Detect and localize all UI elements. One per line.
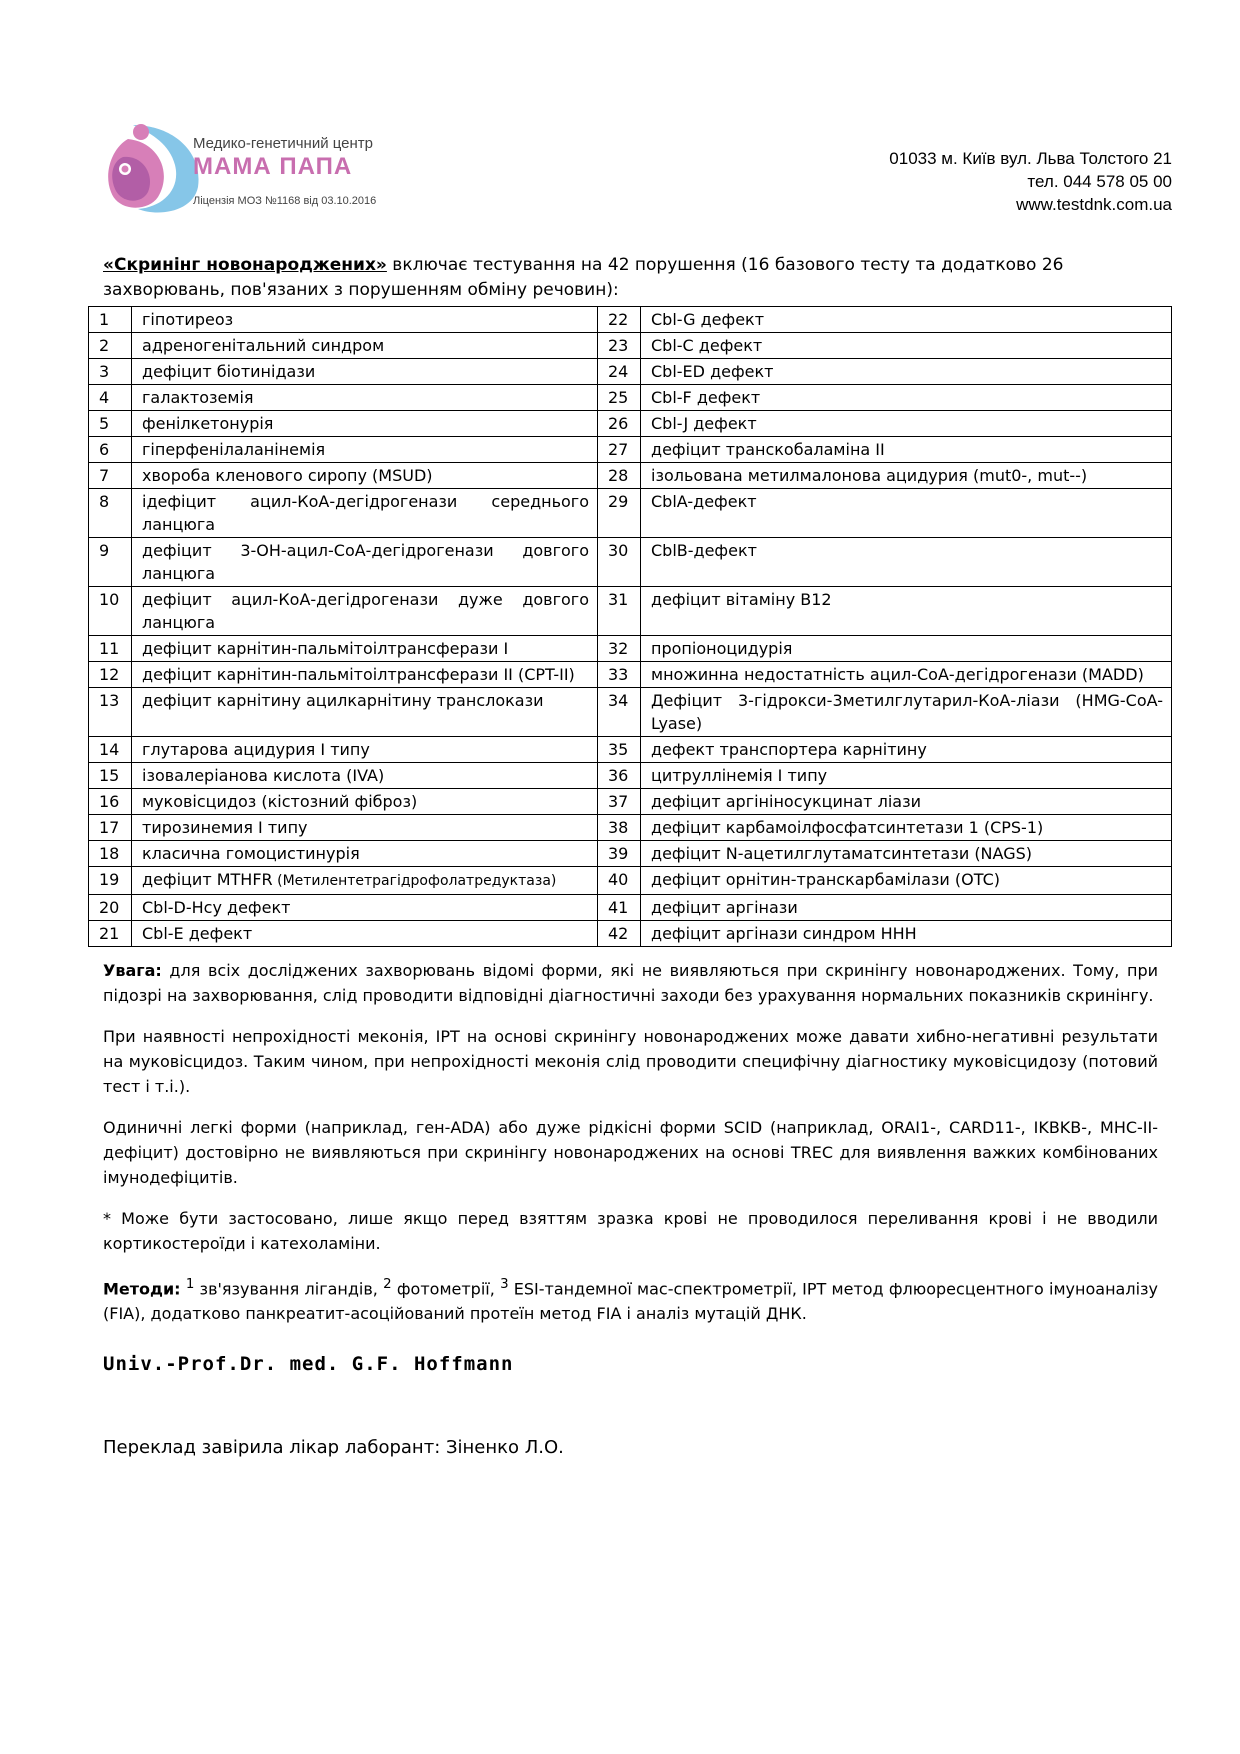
row-number-left-text: 15 [99, 766, 120, 785]
method-2: фотометрії, [391, 1279, 501, 1299]
row-number-left-text: 4 [99, 388, 110, 407]
disorder-name-right-text: дефіцит аргінази [651, 898, 798, 917]
disorder-name-right [641, 815, 1172, 841]
disorder-name-right [641, 895, 1172, 921]
disorder-name-left [132, 867, 598, 895]
row-number-left [89, 737, 132, 763]
table-row [89, 587, 1172, 636]
warning-note [103, 958, 1158, 1008]
disorder-name-right-text: Cbl-C дефект [651, 336, 763, 355]
row-number-right-text: 31 [608, 590, 629, 609]
row-number-right-text: 38 [608, 818, 629, 837]
row-number-left [89, 307, 132, 333]
disorder-name-left-text: адреногенітальний синдром [142, 336, 385, 355]
signature: Univ.-Prof.Dr. med. G.F. Hoffmann [103, 1353, 514, 1375]
mother-child-logo-icon [103, 117, 203, 217]
sup-1: 1 [185, 1277, 195, 1292]
row-number-right-text: 29 [608, 492, 629, 511]
row-number-left [89, 333, 132, 359]
row-number-left [89, 815, 132, 841]
disorder-name-left [132, 841, 598, 867]
disorder-name-left-text: тирозинемия I типу [142, 818, 308, 837]
meconium-note: При наявності непрохідності меконія, IPT на основі скринінгу новонароджених може давати хибно-негативні результати на муковісцидоз. Таким чином, при непрохідності меконія слід проводити специфічну діагностику муковісцидозу (потовий тест і т.і.). [103, 1027, 1158, 1096]
row-number-left [89, 867, 132, 895]
disorder-name-left [132, 921, 598, 947]
logo-name-text: МАМА ПАПА [193, 153, 353, 180]
row-number-left-text: 20 [99, 898, 120, 917]
disorder-name-right [641, 538, 1172, 587]
disorder-name-left-text: глутарова ацидурия I типу [142, 740, 370, 759]
disorder-name-left [132, 333, 598, 359]
row-number-left [89, 841, 132, 867]
disorder-name-right [641, 385, 1172, 411]
disorder-name-right [641, 437, 1172, 463]
disorder-name-right-text: дефект транспортера карнітину [651, 740, 927, 759]
disorder-name-left [132, 763, 598, 789]
sup-2: 2 [383, 1277, 392, 1292]
disorder-name-left-text: класична гомоцистинурія [142, 844, 360, 863]
disorder-name-right-text: цитруллінемія I типу [651, 766, 828, 785]
row-number-left-text: 12 [99, 665, 120, 684]
row-number-right-text: 37 [608, 792, 629, 811]
methods-label: Методи: [103, 1279, 181, 1299]
disorder-name-right-text: дефіцит аргініносукцинат лiази [651, 792, 921, 811]
row-number-right [598, 333, 641, 359]
disorder-name-left [132, 815, 598, 841]
row-number-left-text: 7 [99, 466, 110, 485]
disorder-name-right-text: Cbl-ED дефект [651, 362, 774, 381]
disorder-name-left-text: гіперфенілаланінемія [142, 440, 326, 459]
row-number-left-text: 16 [99, 792, 120, 811]
method-1: зв'язування лігандів, [194, 1279, 384, 1299]
row-number-left [89, 437, 132, 463]
method-3: ESI-тандемної мас-спектрометрії, IPT метод флюоресцентного імуноаналізу (FIA), додатково панкреатит-асоційований протеїн метод FIA і аналіз мутацій ДНК. [103, 1279, 1158, 1324]
table-row [89, 789, 1172, 815]
disorder-name-right [641, 307, 1172, 333]
row-number-right [598, 538, 641, 587]
clinic-contacts [889, 147, 1172, 216]
intro-paragraph [103, 253, 1173, 303]
table-row [89, 841, 1172, 867]
logo-subtitle: Медико-генетичний центр [193, 135, 374, 152]
row-number-left [89, 463, 132, 489]
disorder-name-right [641, 841, 1172, 867]
disorder-name-right [641, 463, 1172, 489]
row-number-left-text: 1 [99, 310, 110, 329]
row-number-left [89, 385, 132, 411]
row-number-left [89, 411, 132, 437]
row-number-right [598, 411, 641, 437]
row-number-right-text: 35 [608, 740, 629, 759]
disorder-name-right-text: дефіцит транскобаламіна II [651, 440, 885, 459]
table-row [89, 385, 1172, 411]
disorder-name-left-text: дефіцит карнітин-пальмітоілтрансферази II (CPT-II) [142, 665, 575, 684]
clinic-logo [103, 117, 418, 217]
row-number-right-text: 25 [608, 388, 629, 407]
row-number-right-text: 34 [608, 691, 629, 710]
row-number-right-text: 40 [608, 870, 629, 889]
transfusion-note: * Може бути застосовано, лише якщо перед взяттям зразка крові не проводилося переливання крові і не вводили кортикостероїди і катехоламіни. [103, 1209, 1158, 1253]
disorder-name-right-text: дефіцит карбамоілфосфатсинтетази 1 (CPS-1) [651, 818, 1044, 837]
disorder-name-left-text: дефіцит карнітин-пальмітоілтрансферази I [142, 639, 509, 658]
row-number-left-text: 14 [99, 740, 120, 759]
row-number-left-text: 19 [99, 870, 120, 889]
row-number-right [598, 815, 641, 841]
row-number-left [89, 587, 132, 636]
disorder-name-right-text: Cbl-F дефект [651, 388, 761, 407]
disorder-name-left [132, 789, 598, 815]
disorder-name-left-text: дефіцит ацил-КоА-дегідрогенази дуже довгого ланцюга [142, 590, 589, 632]
row-number-right [598, 587, 641, 636]
address: 01033 м. Київ вул. Льва Толстого 21 [889, 149, 1172, 168]
row-number-left-text: 17 [99, 818, 120, 837]
disorder-name-left [132, 587, 598, 636]
disorder-name-right-text: ізольована метилмалонова ацидурия (mut0-, mut--) [651, 466, 1088, 485]
disorder-name-left-text: гіпотиреоз [142, 310, 234, 329]
row-number-right-text: 28 [608, 466, 629, 485]
disorder-name-right [641, 411, 1172, 437]
disorder-name-right-text: Дефіцит 3-гідрокси-3метилглутарил-КоА-лiази (HMG-CoA-Lyase) [651, 691, 1163, 733]
row-number-left [89, 921, 132, 947]
row-number-right [598, 688, 641, 737]
disorder-name-right [641, 737, 1172, 763]
row-number-right [598, 385, 641, 411]
disorder-name-right-text: дефіцит аргінази синдром HHH [651, 924, 917, 943]
row-number-left [89, 359, 132, 385]
disorder-name-left [132, 688, 598, 737]
disorder-name-right-text: Cbl-J дефект [651, 414, 757, 433]
phone: тел. 044 578 05 00 [1027, 172, 1172, 191]
disorder-name-left-text: галактоземія [142, 388, 254, 407]
row-number-right [598, 489, 641, 538]
disorder-name-right-text: CblA-дефект [651, 492, 757, 511]
row-number-right [598, 789, 641, 815]
row-number-left-text: 10 [99, 590, 120, 609]
table-row [89, 437, 1172, 463]
disorder-name-right [641, 359, 1172, 385]
table-row [89, 815, 1172, 841]
row-number-left-text: 6 [99, 440, 110, 459]
row-number-right-text: 24 [608, 362, 629, 381]
row-number-left-text: 21 [99, 924, 120, 943]
disorder-name-right-text: дефіцит вітаміну B12 [651, 590, 832, 609]
disorder-name-right-text: пропіоноцидурія [651, 639, 793, 658]
disorder-name-left-text: ідефіцит ацил-КоА-дегідрогенази середнього ланцюга [142, 492, 589, 534]
row-number-right-text: 23 [608, 336, 629, 355]
disorder-name-right [641, 688, 1172, 737]
disorder-name-left-text: Cbl-E дефект [142, 924, 253, 943]
disorder-name-left-text: дефіцит MTHFR [142, 870, 273, 889]
table-row [89, 636, 1172, 662]
table-row [89, 411, 1172, 437]
disorder-name-right [641, 662, 1172, 688]
row-number-left-text: 2 [99, 336, 110, 355]
row-number-right [598, 737, 641, 763]
table-row [89, 538, 1172, 587]
sup-3: 3 [500, 1277, 509, 1292]
disorder-name-left [132, 737, 598, 763]
row-number-right-text: 30 [608, 541, 629, 560]
methods-note [103, 1272, 1158, 1326]
disorder-name-right [641, 636, 1172, 662]
row-number-left-text: 18 [99, 844, 120, 863]
row-number-left [89, 636, 132, 662]
table-row [89, 867, 1172, 895]
disorder-name-right [641, 489, 1172, 538]
disorder-name-right-text: дефіцит N-ацетилглутаматсинтетази (NAGS) [651, 844, 1032, 863]
disorder-name-left [132, 463, 598, 489]
disorder-name-right [641, 867, 1172, 895]
disorders-table-body [89, 307, 1172, 947]
table-row [89, 921, 1172, 947]
disorder-name-left-text: хвороба кленового сиропу (MSUD) [142, 466, 433, 485]
disorder-name-left [132, 662, 598, 688]
disorders-table [88, 306, 1172, 947]
row-number-left-text: 11 [99, 639, 120, 658]
row-number-right [598, 867, 641, 895]
row-number-right-text: 22 [608, 310, 629, 329]
row-number-right-text: 27 [608, 440, 629, 459]
translation-certification: Переклад завірила лікар лаборант: Зіненко Л.О. [103, 1437, 564, 1458]
row-number-right-text: 26 [608, 414, 629, 433]
disorder-name-right-text: дефіцит орнітин-транскарбамілази (OTC) [651, 870, 1000, 889]
scid-note: Одиничні легкі форми (наприклад, ген-ADA) або дуже рідкісні форми SCID (наприклад, ORAI1-, CARD11-, IKBKB-, MHC-II-дефіцит) достовірно не виявляються при скринінгу новонароджених на основі TREC для виявлення важких комбінованих імунодефіцитів. [103, 1118, 1158, 1187]
row-number-left [89, 662, 132, 688]
disorder-name-left-text: дефіцит карнітину ацилкарнітину транслокази [142, 691, 544, 710]
row-number-right [598, 763, 641, 789]
logo-license: Ліцензія МОЗ №1168 від 03.10.2016 [193, 195, 377, 207]
logo-name [193, 153, 352, 181]
website: www.testdnk.com.ua [1016, 195, 1172, 214]
table-row [89, 463, 1172, 489]
disorder-name-left-text: ізовалеріанова кислота (IVA) [142, 766, 385, 785]
row-number-left [89, 895, 132, 921]
disorder-name-right-text: CblB-дефект [651, 541, 757, 560]
table-row [89, 763, 1172, 789]
disorder-name-right-text: Cbl-G дефект [651, 310, 765, 329]
row-number-right [598, 307, 641, 333]
row-number-right [598, 359, 641, 385]
row-number-right-text: 33 [608, 665, 629, 684]
intro-text: включає тестування на 42 порушення (16 базового тесту та додатково 26 захворювань, пов'язаних з порушенням обміну речовин): [103, 255, 1064, 300]
disorder-note-small: (Метилентетрагідрофолатредуктаза) [272, 873, 557, 889]
row-number-left-text: 13 [99, 691, 120, 710]
disorder-name-left [132, 895, 598, 921]
warning-label: Увага: [103, 961, 162, 980]
table-row [89, 688, 1172, 737]
notes-section [103, 958, 1158, 1342]
row-number-right-text: 41 [608, 898, 629, 917]
row-number-left [89, 688, 132, 737]
row-number-right [598, 662, 641, 688]
row-number-right [598, 895, 641, 921]
disorder-name-right [641, 921, 1172, 947]
disorder-name-right [641, 587, 1172, 636]
table-row [89, 489, 1172, 538]
row-number-right-text: 36 [608, 766, 629, 785]
row-number-right [598, 841, 641, 867]
row-number-right [598, 437, 641, 463]
disorder-name-left [132, 489, 598, 538]
table-row [89, 895, 1172, 921]
row-number-right [598, 636, 641, 662]
disorder-name-left [132, 359, 598, 385]
row-number-left-text: 3 [99, 362, 110, 381]
disorder-name-left-text: Cbl-D-Hcy дефект [142, 898, 291, 917]
row-number-right-text: 39 [608, 844, 629, 863]
table-row [89, 307, 1172, 333]
disorder-name-left-text: дефіцит 3-ОН-ацил-СоА-дегідрогенази довгого ланцюга [142, 541, 589, 583]
table-row [89, 359, 1172, 385]
disorder-name-left-text: дефіцит біотинідази [142, 362, 316, 381]
row-number-right-text: 32 [608, 639, 629, 658]
row-number-left [89, 789, 132, 815]
disorder-name-left-text: фенілкетонурія [142, 414, 274, 433]
disorder-name-left [132, 636, 598, 662]
row-number-left-text: 8 [99, 492, 110, 511]
disorder-name-right [641, 333, 1172, 359]
row-number-left-text: 5 [99, 414, 110, 433]
table-row [89, 333, 1172, 359]
disorder-name-left [132, 307, 598, 333]
disorder-name-left [132, 437, 598, 463]
disorder-name-left [132, 411, 598, 437]
table-row [89, 737, 1172, 763]
row-number-left [89, 538, 132, 587]
table-row [89, 662, 1172, 688]
disorder-name-left [132, 385, 598, 411]
disorder-name-right [641, 789, 1172, 815]
row-number-right [598, 921, 641, 947]
row-number-right [598, 463, 641, 489]
row-number-left [89, 489, 132, 538]
disorder-name-right [641, 763, 1172, 789]
disorder-name-right-text: множинна недостатність ацил-СоА-дегідрогенази (MADD) [651, 665, 1144, 684]
screening-title: «Скринінг новонароджених» [103, 255, 387, 275]
disorder-name-left-text: муковісцидоз (кістозний фіброз) [142, 792, 418, 811]
row-number-left-text: 9 [99, 541, 110, 560]
disorder-name-left [132, 538, 598, 587]
warning-text: для всіх досліджених захворювань відомі форми, які не виявляються при скринінгу новонароджених. Тому, при підозрі на захворювання, слід проводити відповідні діагностичні заходи без урахування нормальних показників скринінгу. [103, 961, 1158, 1005]
row-number-right-text: 42 [608, 924, 629, 943]
row-number-left [89, 763, 132, 789]
